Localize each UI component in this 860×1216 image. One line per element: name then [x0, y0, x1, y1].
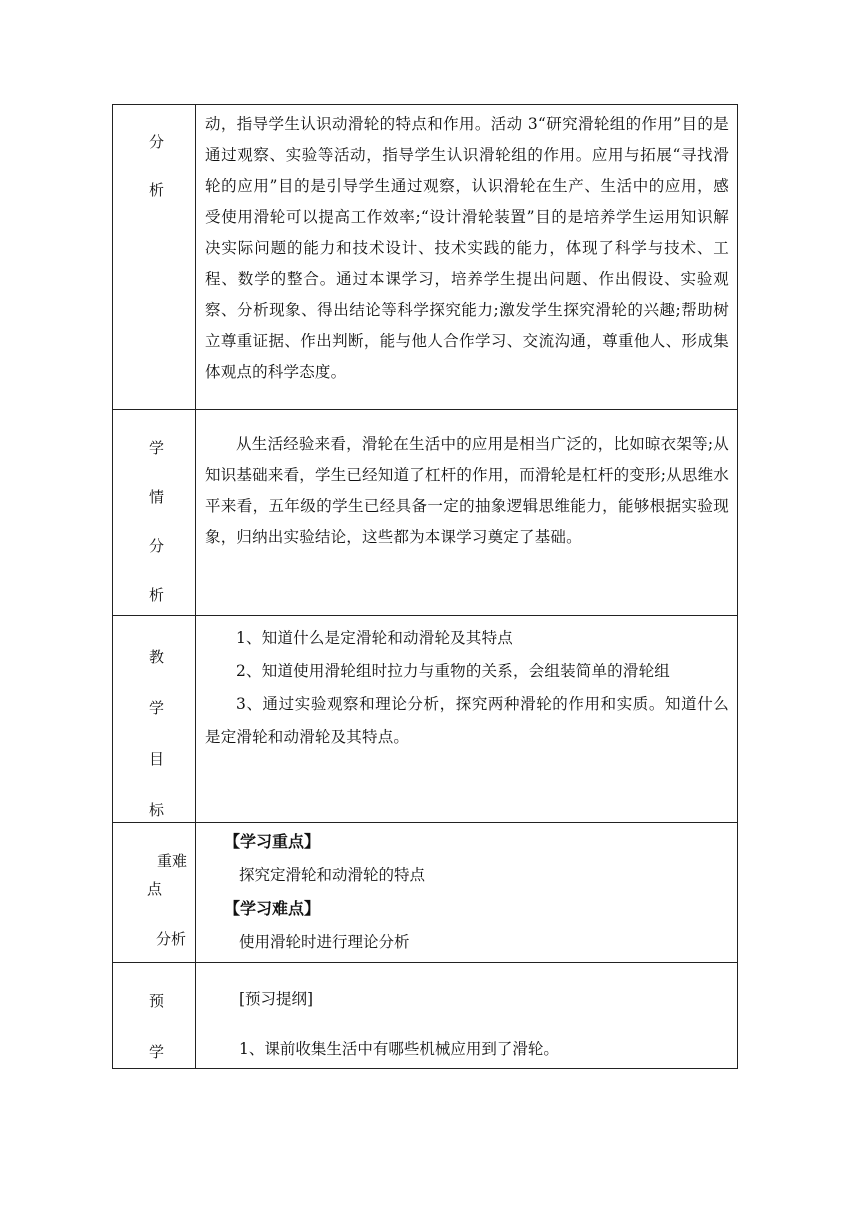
preview-content — [196, 963, 738, 1069]
row-preview — [113, 963, 738, 1069]
student-analysis-paragraph: 从生活经验来看，滑轮在生活中的应用是相当广泛的，比如晾衣架等;从知识基础来看，学生已经知道了杠杆的作用，而滑轮是杠杆的变形;从思维水平来看，五年级的学生已经具备一定的抽象逻辑思维能力，能够根据实验现象，归纳出实验结论，这些都为本课学习奠定了基础。 — [205, 435, 729, 546]
row-label-key-difficult — [113, 823, 196, 963]
student-analysis-content — [196, 410, 738, 616]
label-char: 情 — [149, 488, 165, 506]
label-char: 析 — [149, 181, 165, 199]
analysis-content — [196, 105, 738, 410]
label-char: 预 — [149, 992, 165, 1010]
lesson-plan-table — [112, 104, 738, 1069]
label-char: 学 — [149, 439, 165, 457]
key-point-text: 探究定滑轮和动滑轮的特点 — [239, 866, 426, 884]
difficult-point-text: 使用滑轮时进行理论分析 — [239, 933, 410, 951]
row-label-student-analysis — [113, 410, 196, 616]
preview-outline-heading: [预习提纲] — [239, 990, 314, 1008]
row-label-teaching-goals — [113, 616, 196, 823]
analysis-paragraph: 动，指导学生认识动滑轮的特点和作用。活动 3“研究滑轮组的作用”目的是通过观察、实验等活动，指导学生认识滑轮组的作用。应用与拓展“寻找滑轮的应用”目的是引导学生通过观察，认识滑轮在生产、生活中的应用，感受使用滑轮可以提高工作效率;“设计滑轮装置”目的是培养学生运用知识解决实际问题的能力和技术设计、技术实践的能力，体现了科学与技术、工程、数学的整合。通过本课学习，培养学生提出问题、作出假设、实验观察、分析现象、得出结论等科学探究能力;激发学生探究滑轮的兴趣;帮助树立尊重证据、作出判断，能与他人合作学习、交流沟通，尊重他人、形成集体观点的科学态度。 — [205, 115, 729, 381]
label-char: 教 — [149, 648, 165, 666]
key-difficult-content — [196, 823, 738, 963]
teaching-goals-content — [196, 616, 738, 823]
label-char: 重难 — [157, 852, 188, 870]
row-label-analysis — [113, 105, 196, 410]
label-char: 目 — [149, 750, 165, 768]
label-char: 点 — [147, 880, 163, 898]
row-student-analysis — [113, 410, 738, 616]
row-key-difficult — [113, 823, 738, 963]
label-char: 学 — [149, 699, 165, 717]
key-point-heading: 【学习重点】 — [224, 832, 321, 851]
label-char: 学 — [149, 1043, 165, 1061]
label-char: 析 — [149, 586, 165, 604]
row-label-preview — [113, 963, 196, 1069]
goal-item: 2、知道使用滑轮组时拉力与重物的关系，会组装简单的滑轮组 — [236, 662, 670, 680]
label-char: 分析 — [156, 930, 187, 948]
label-char: 分 — [149, 133, 165, 151]
goal-item: 3、通过实验观察和理论分析，探究两种滑轮的作用和实质。知道什么是定滑轮和动滑轮及其特点。 — [205, 695, 729, 746]
difficult-point-heading: 【学习难点】 — [224, 899, 321, 918]
goal-item: 1、知道什么是定滑轮和动滑轮及其特点 — [236, 629, 513, 647]
row-teaching-goals — [113, 616, 738, 823]
label-char: 分 — [149, 537, 165, 555]
preview-outline-item: 1、课前收集生活中有哪些机械应用到了滑轮。 — [239, 1040, 559, 1058]
row-analysis — [113, 105, 738, 410]
label-char: 标 — [149, 801, 165, 819]
